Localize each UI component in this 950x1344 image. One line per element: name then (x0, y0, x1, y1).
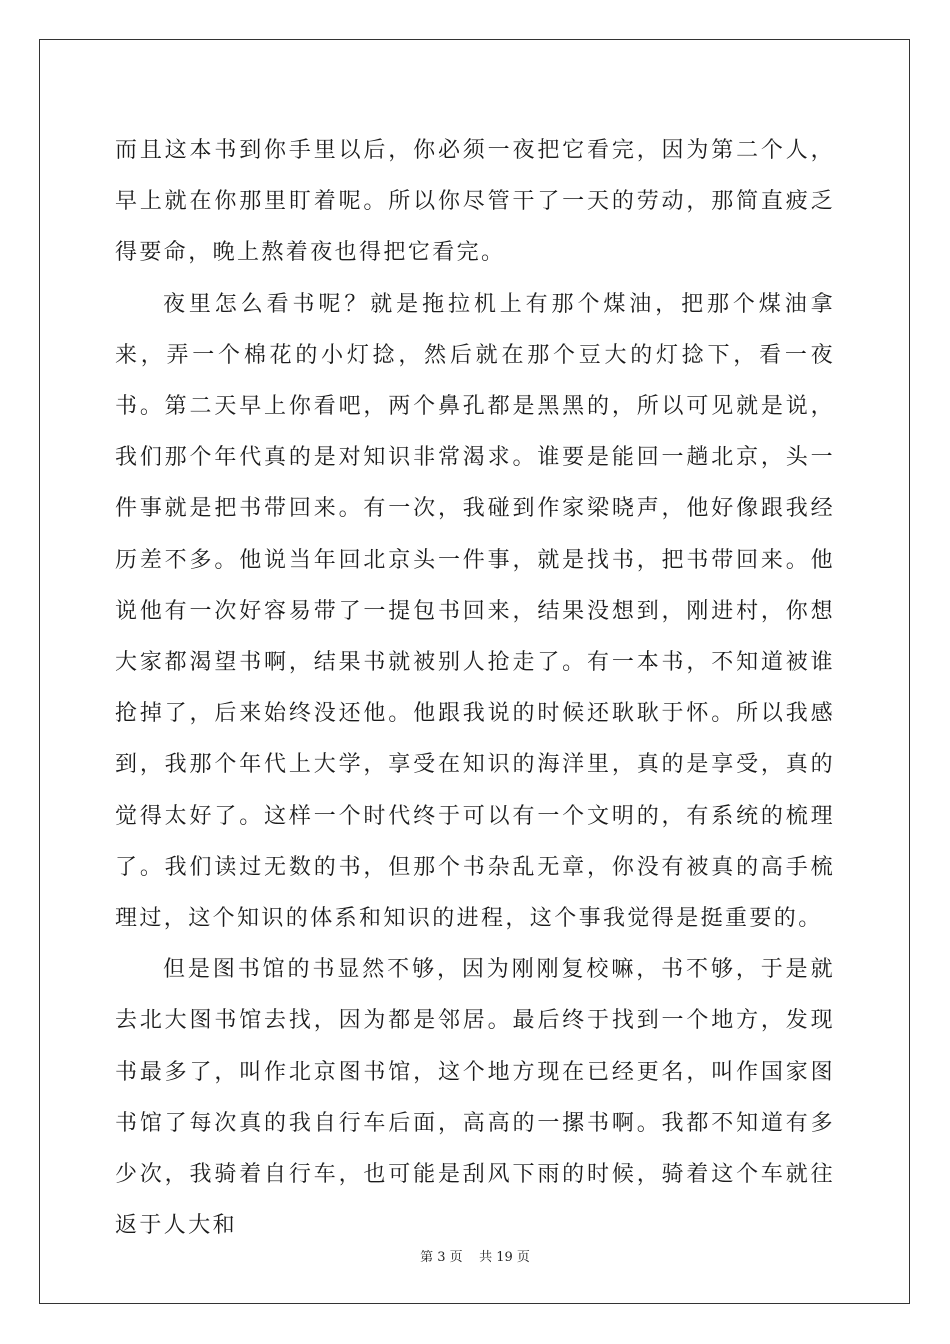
page-footer: 第 3 页 共 19 页 (420, 1250, 530, 1265)
document-body (115, 125, 835, 1251)
paragraph-1: 而且这本书到你手里以后，你必须一夜把它看完，因为第二个人，早上就在你那里盯着呢。所以你尽管干了一天的劳动，那简直疲乏得要命，晚上熬着夜也得把它看完。 (115, 138, 835, 266)
paragraph-3: 但是图书馆的书显然不够，因为刚刚复校嘛，书不够，于是就去北大图书馆去找，因为都是邻居。最后终于找到一个地方，发现书最多了，叫作北京图书馆，这个地方现在已经更名，叫作国家图书馆了每次真的我自行车后面，高高的一摞书啊。我都不知道有多少次，我骑着自行车，也可能是刮风下雨的时候，骑着这个车就往返于人大和 (115, 957, 835, 1239)
paragraph-2: 夜里怎么看书呢？就是拖拉机上有那个煤油，把那个煤油拿来，弄一个棉花的小灯捻，然后就在那个豆大的灯捻下，看一夜书。第二天早上你看吧，两个鼻孔都是黑黑的，所以可见就是说，我们那个年代真的是对知识非常渴求。谁要是能回一趟北京，头一件事就是把书带回来。有一次，我碰到作家梁晓声，他好像跟我经历差不多。他说当年回北京头一件事，就是找书，把书带回来。他说他有一次好容易带了一提包书回来，结果没想到，刚进村，你想大家都渴望书啊，结果书就被别人抢走了。有一本书，不知道被谁抢掉了，后来始终没还他。他跟我说的时候还耿耿于怀。所以我感到，我那个年代上大学，享受在知识的海洋里，真的是享受，真的觉得太好了。这样一个时代终于可以有一个文明的，有系统的梳理了。我们读过无数的书，但那个书杂乱无章，你没有被真的高手梳理过，这个知识的体系和知识的进程，这个事我觉得是挺重要的。 (115, 291, 835, 932)
